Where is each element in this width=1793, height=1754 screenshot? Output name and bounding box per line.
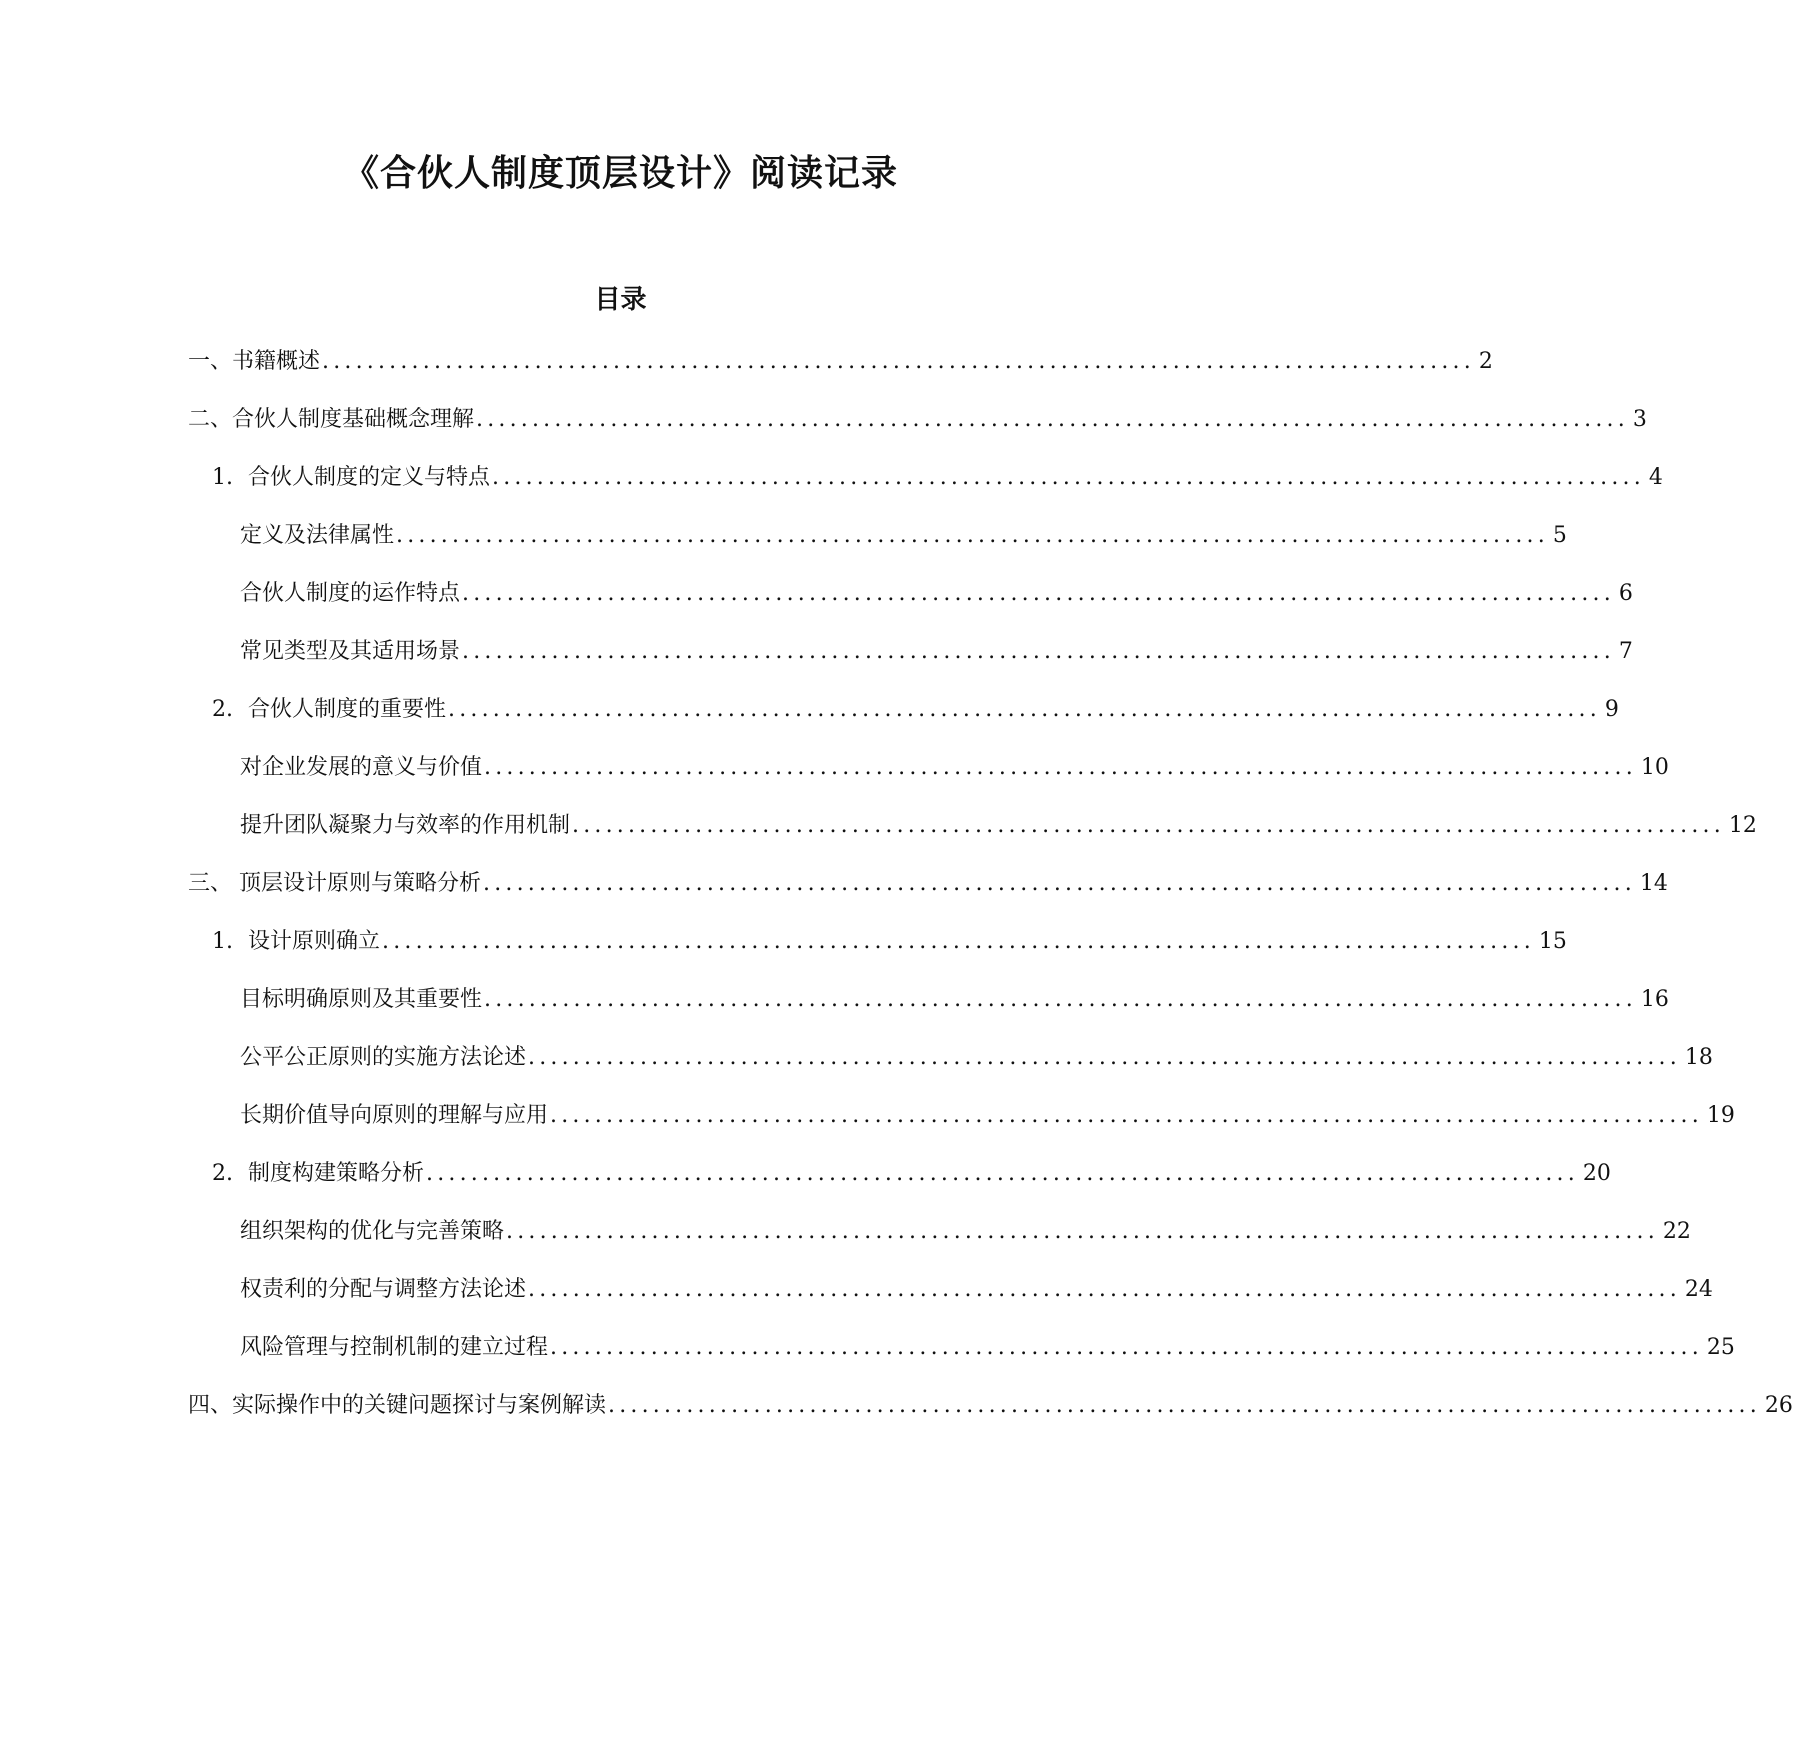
toc-entry-text: 常见类型及其适用场景 — [240, 639, 461, 664]
toc-leader-dots: ....................................................................................................... — [462, 581, 1615, 606]
toc-entry-section-2[interactable] — [188, 403, 1647, 437]
toc-entry-item[interactable] — [240, 751, 1669, 785]
toc-entry-item[interactable] — [240, 1099, 1735, 1133]
toc-entry-text: 一、书籍概述 — [188, 349, 321, 374]
toc-entry-page: 5 — [1552, 523, 1567, 548]
toc-entry-page: 6 — [1618, 581, 1633, 606]
toc-entry-page: 22 — [1662, 1219, 1691, 1244]
toc-entry-text: 制度构建策略分析 — [248, 1161, 425, 1186]
toc-leader-dots: ....................................................................................................... — [506, 1219, 1659, 1244]
toc-entry-number: 2. — [212, 1161, 233, 1186]
toc-leader-dots: ....................................................................................................... — [483, 871, 1636, 896]
toc-leader-dots: ....................................................................................................... — [572, 813, 1725, 838]
toc-entry-page: 10 — [1640, 755, 1669, 780]
toc-leader-dots: ....................................................................................................... — [528, 1045, 1681, 1070]
toc-entry-text: 组织架构的优化与完善策略 — [240, 1219, 505, 1244]
toc-entry-section-4[interactable] — [188, 1389, 1793, 1423]
toc-entry-number: 2. — [212, 697, 233, 722]
toc-entry-text: 合伙人制度的运作特点 — [240, 581, 461, 606]
toc-heading: 目录 — [594, 285, 647, 315]
toc-entry-page: 20 — [1582, 1161, 1611, 1186]
toc-entry-text: 公平公正原则的实施方法论述 — [240, 1045, 527, 1070]
toc-entry-page: 18 — [1684, 1045, 1713, 1070]
toc-entry-item[interactable] — [240, 1273, 1713, 1307]
toc-entry-text: 权责利的分配与调整方法论述 — [240, 1277, 527, 1302]
toc-entry-item[interactable] — [240, 983, 1669, 1017]
toc-entry-text: 定义及法律属性 — [240, 523, 395, 548]
toc-entry-text: 二、合伙人制度基础概念理解 — [188, 407, 475, 432]
toc-entry-item[interactable] — [240, 1215, 1691, 1249]
toc-leader-dots: ....................................................................................................... — [608, 1393, 1761, 1418]
toc-leader-dots: ....................................................................................................... — [396, 523, 1549, 548]
toc-leader-dots: ....................................................................................................... — [322, 349, 1475, 374]
toc-entry-item[interactable] — [240, 1331, 1735, 1365]
toc-entry-page: 14 — [1639, 871, 1668, 896]
toc-entry-number: 1. — [212, 929, 233, 954]
toc-entry-text: 三、 顶层设计原则与策略分析 — [188, 871, 481, 896]
toc-entry-item[interactable] — [240, 809, 1757, 843]
toc-entry-subsection[interactable] — [212, 693, 1619, 727]
toc-entry-page: 15 — [1538, 929, 1567, 954]
toc-entry-page: 2 — [1478, 349, 1493, 374]
toc-entry-item[interactable] — [240, 1041, 1713, 1075]
toc-leader-dots: ....................................................................................................... — [484, 755, 1637, 780]
toc-entry-page: 7 — [1618, 639, 1633, 664]
toc-entry-subsection[interactable] — [212, 1157, 1611, 1191]
toc-entry-page: 4 — [1648, 465, 1663, 490]
document-title: 《合伙人制度顶层设计》阅读记录 — [342, 153, 898, 194]
toc-leader-dots: ....................................................................................................... — [426, 1161, 1579, 1186]
toc-leader-dots: ....................................................................................................... — [484, 987, 1637, 1012]
toc-entry-text: 风险管理与控制机制的建立过程 — [240, 1335, 549, 1360]
toc-entry-text: 合伙人制度的重要性 — [248, 697, 447, 722]
toc-entry-page: 12 — [1728, 813, 1757, 838]
toc-entry-text: 长期价值导向原则的理解与应用 — [240, 1103, 549, 1128]
toc-entry-text: 对企业发展的意义与价值 — [240, 755, 483, 780]
toc-entry-subsection[interactable] — [212, 925, 1567, 959]
toc-entry-section-3[interactable] — [188, 867, 1668, 901]
toc-leader-dots: ....................................................................................................... — [550, 1103, 1703, 1128]
toc-entry-text: 提升团队凝聚力与效率的作用机制 — [240, 813, 571, 838]
toc-entry-text: 设计原则确立 — [248, 929, 381, 954]
toc-leader-dots: ....................................................................................................... — [476, 407, 1629, 432]
toc-entry-page: 9 — [1604, 697, 1619, 722]
toc-entry-page: 3 — [1632, 407, 1647, 432]
toc-entry-text: 目标明确原则及其重要性 — [240, 987, 483, 1012]
toc-leader-dots: ....................................................................................................... — [462, 639, 1615, 664]
toc-entry-page: 19 — [1706, 1103, 1735, 1128]
toc-leader-dots: ....................................................................................................... — [550, 1335, 1703, 1360]
toc-entry-page: 24 — [1684, 1277, 1713, 1302]
toc-leader-dots: ....................................................................................................... — [448, 697, 1601, 722]
toc-entry-page: 25 — [1706, 1335, 1735, 1360]
toc-entry-item[interactable] — [240, 519, 1567, 553]
toc-entry-subsection[interactable] — [212, 461, 1663, 495]
toc-leader-dots: ....................................................................................................... — [528, 1277, 1681, 1302]
toc-leader-dots: ....................................................................................................... — [382, 929, 1535, 954]
toc-entry-page: 16 — [1640, 987, 1669, 1012]
toc-entry-item[interactable] — [240, 577, 1633, 611]
toc-entry-text: 合伙人制度的定义与特点 — [248, 465, 491, 490]
toc-entry-section-1[interactable] — [188, 345, 1493, 379]
toc-entry-text: 四、实际操作中的关键问题探讨与案例解读 — [188, 1393, 607, 1418]
toc-entry-page: 26 — [1764, 1393, 1793, 1418]
toc-entry-number: 1. — [212, 465, 233, 490]
toc-entry-item[interactable] — [240, 635, 1633, 669]
toc-leader-dots: ....................................................................................................... — [492, 465, 1645, 490]
